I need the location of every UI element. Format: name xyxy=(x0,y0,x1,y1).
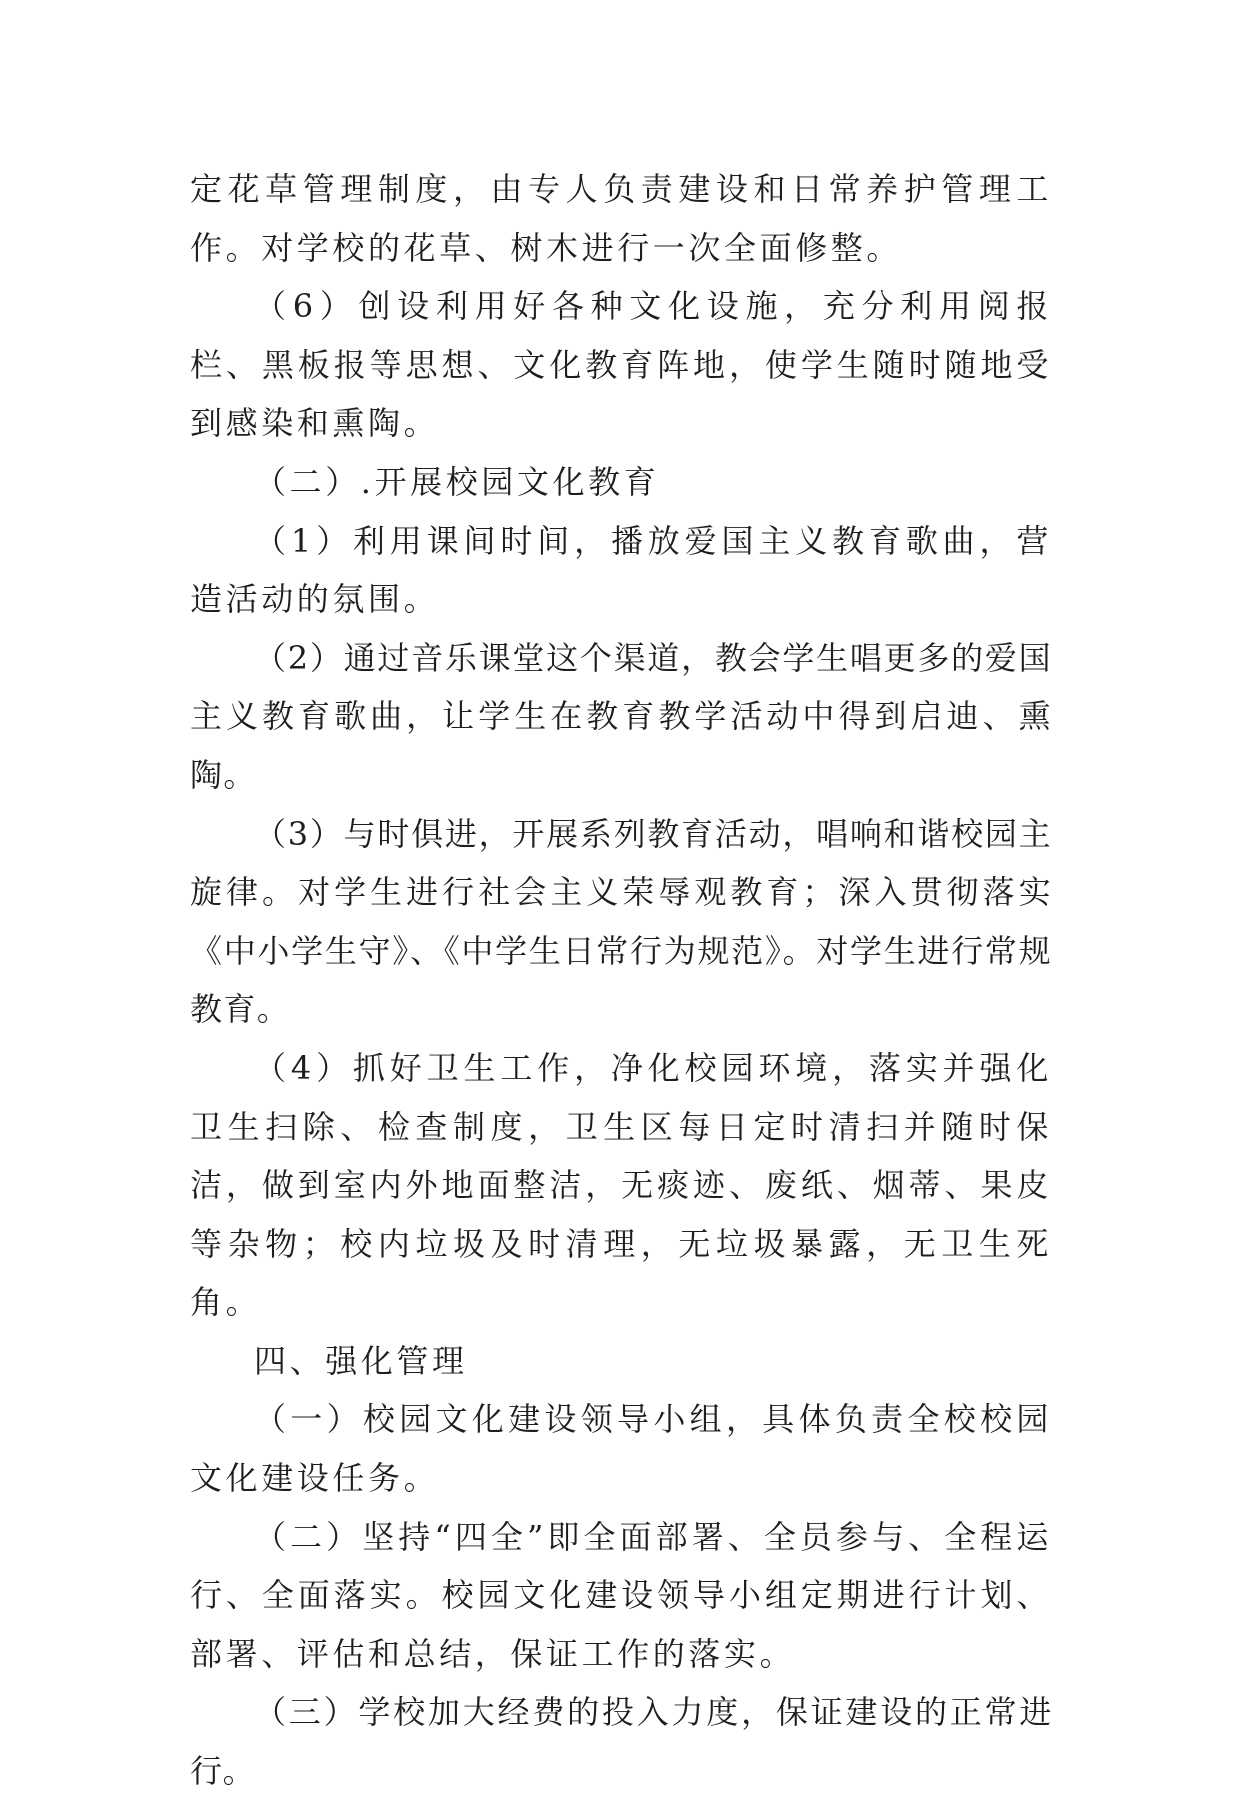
paragraph-flower-management: 定花草管理制度，由专人负责建设和日常养护管理工作。对学校的花草、树木进行一次全面修整。 xyxy=(190,170,1052,267)
section-heading-cultural-education: （二）.开展校园文化教育 xyxy=(254,462,660,501)
section-heading-strengthen-management: 四、强化管理 xyxy=(254,1341,468,1380)
paragraph-music-class: （2）通过音乐课堂这个渠道，教会学生唱更多的爱国主义教育歌曲，让学生在教育教学活动中得到启迪、熏陶。 xyxy=(190,638,1052,794)
paragraph-patriotic-songs: （1）利用课间时间，播放爱国主义教育歌曲，营造活动的氛围。 xyxy=(190,521,1052,619)
paragraph-funding: （三）学校加大经费的投入力度，保证建设的正常进行。 xyxy=(190,1693,1052,1791)
document-body xyxy=(190,160,1052,1801)
paragraph-educational-activities: （3）与时俱进，开展系列教育活动，唱响和谐校园主旋律。对学生进行社会主义荣辱观教育；深入贯彻落实《中小学生守》、《中学生日常行为规范》。对学生进行常规教育。 xyxy=(190,814,1052,1029)
paragraph-hygiene-work: （4）抓好卫生工作，净化校园环境，落实并强化卫生扫除、检查制度，卫生区每日定时清扫并随时保洁，做到室内外地面整洁，无痰迹、废纸、烟蒂、果皮等杂物；校内垃圾及时清理，无垃圾暴露，无卫生死角。 xyxy=(190,1048,1052,1322)
paragraph-four-principles: （二）坚持“四全”即全面部署、全员参与、全程运行、全面落实。校园文化建设领导小组定期进行计划、部署、评估和总结，保证工作的落实。 xyxy=(190,1517,1052,1673)
paragraph-cultural-facilities: （6）创设利用好各种文化设施，充分利用阅报栏、黑板报等思想、文化教育阵地，使学生随时随地受到感染和熏陶。 xyxy=(190,287,1052,443)
paragraph-leadership-group: （一）校园文化建设领导小组，具体负责全校校园文化建设任务。 xyxy=(190,1400,1052,1498)
